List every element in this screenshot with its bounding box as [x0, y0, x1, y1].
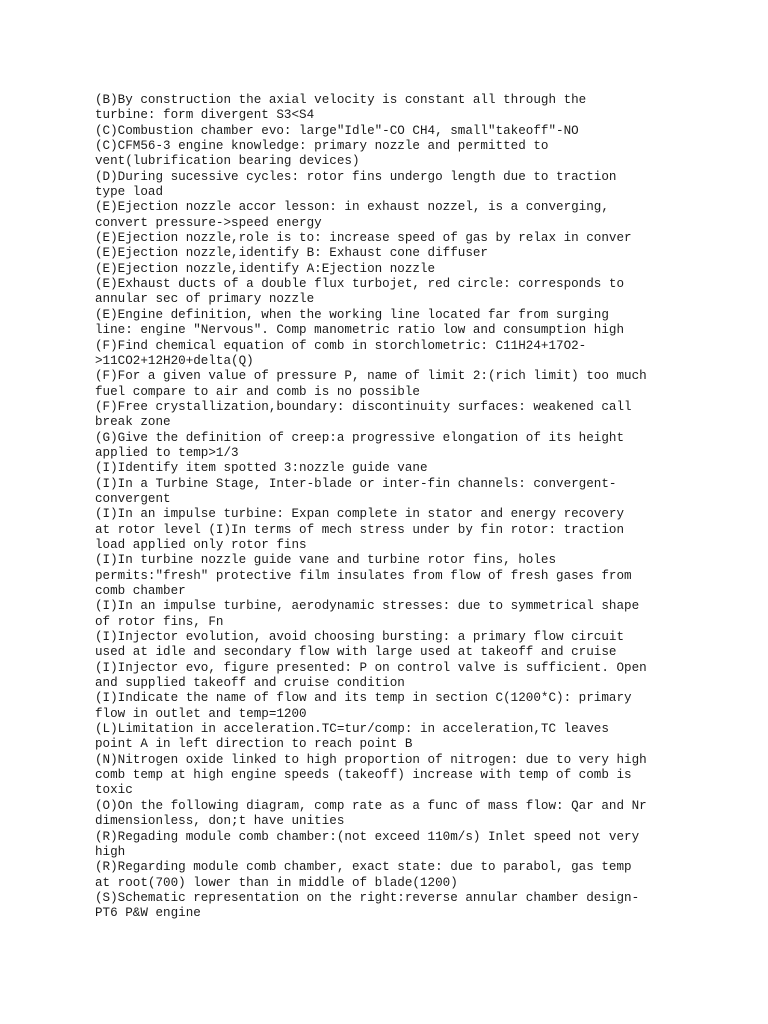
text-line: toxic: [95, 783, 133, 798]
text-line: (O)On the following diagram, comp rate as a func of mass flow: Qar and Nr: [95, 798, 647, 813]
text-line: (L)Limitation in acceleration.TC=tur/comp: in acceleration,TC leaves: [95, 722, 609, 737]
text-line: (I)Injector evolution, avoid choosing bursting: a primary flow circuit: [95, 630, 625, 645]
text-line: (I)Indicate the name of flow and its temp in section C(1200*C): primary: [95, 691, 632, 706]
text-line: (I)Injector evo, figure presented: P on control valve is sufficient. Open: [95, 660, 647, 675]
text-line: (E)Ejection nozzle,identify B: Exhaust cone diffuser: [95, 246, 488, 261]
text-line: (R)Regarding module comb chamber, exact state: due to parabol, gas temp: [95, 860, 632, 875]
text-line: of rotor fins, Fn: [95, 614, 224, 629]
text-line: (E)Engine definition, when the working line located far from surging: [95, 307, 609, 322]
text-line: dimensionless, don;t have unities: [95, 814, 345, 829]
text-line: used at idle and secondary flow with large used at takeoff and cruise: [95, 645, 617, 660]
text-line: permits:"fresh" protective film insulates from flow of fresh gases from: [95, 568, 632, 583]
text-line: point A in left direction to reach point B: [95, 737, 413, 752]
text-line: (C)CFM56-3 engine knowledge: primary nozzle and permitted to: [95, 139, 549, 154]
text-line: PT6 P&W engine: [95, 906, 201, 921]
text-line: (I)In an impulse turbine, aerodynamic stresses: due to symmetrical shape: [95, 599, 640, 614]
text-line: annular sec of primary nozzle: [95, 292, 315, 307]
text-line: turbine: form divergent S3<S4: [95, 108, 315, 123]
text-line: break zone: [95, 415, 171, 430]
text-line: (C)Combustion chamber evo: large"Idle"-CO CH4, small"takeoff"-NO: [95, 123, 579, 138]
text-line: and supplied takeoff and cruise condition: [95, 676, 405, 691]
document-body: [95, 93, 735, 922]
text-line: (I)In an impulse turbine: Expan complete in stator and energy recovery: [95, 507, 625, 522]
text-line: (F)For a given value of pressure P, name of limit 2:(rich limit) too much: [95, 369, 647, 384]
text-line: at rotor level (I)In terms of mech stress under by fin rotor: traction: [95, 522, 625, 537]
text-line: (F)Free crystallization,boundary: discontinuity surfaces: weakened call: [95, 399, 632, 414]
text-line: vent(lubrification bearing devices): [95, 154, 360, 169]
text-line: >11CO2+12H20+delta(Q): [95, 353, 254, 368]
text-line: type load: [95, 185, 164, 200]
text-line: applied to temp>1/3: [95, 445, 239, 460]
text-line: (D)During sucessive cycles: rotor fins undergo length due to traction: [95, 169, 617, 184]
text-line: (E)Ejection nozzle accor lesson: in exhaust nozzel, is a converging,: [95, 200, 609, 215]
text-line: high: [95, 844, 126, 859]
text-line: (I)In turbine nozzle guide vane and turbine rotor fins, holes: [95, 553, 557, 568]
text-line: (E)Exhaust ducts of a double flux turbojet, red circle: corresponds to: [95, 277, 625, 292]
text-line: (E)Ejection nozzle,role is to: increase speed of gas by relax in conver: [95, 231, 632, 246]
text-line: load applied only rotor fins: [95, 537, 307, 552]
text-line: (R)Regading module comb chamber:(not exceed 110m/s) Inlet speed not very: [95, 829, 640, 844]
text-line: fuel compare to air and comb is no possible: [95, 384, 420, 399]
text-line: (I)Identify item spotted 3:nozzle guide vane: [95, 461, 428, 476]
text-line: comb chamber: [95, 584, 186, 598]
text-line: flow in outlet and temp=1200: [95, 706, 307, 721]
text-line: (N)Nitrogen oxide linked to high proportion of nitrogen: due to very high: [95, 752, 647, 767]
text-line: convert pressure->speed energy: [95, 215, 322, 230]
text-line: convergent: [95, 491, 171, 506]
text-line: (F)Find chemical equation of comb in storchlometric: C11H24+17O2-: [95, 338, 587, 353]
text-line: comb temp at high engine speeds (takeoff) increase with temp of comb is: [95, 768, 632, 783]
text-line: (I)In a Turbine Stage, Inter-blade or inter-fin channels: convergent-: [95, 476, 617, 491]
text-line: line: engine "Nervous". Comp manometric ratio low and consumption high: [95, 323, 625, 338]
text-line: (G)Give the definition of creep:a progressive elongation of its height: [95, 430, 625, 445]
text-line: (E)Ejection nozzle,identify A:Ejection nozzle: [95, 261, 436, 276]
text-line: (S)Schematic representation on the right:reverse annular chamber design-: [95, 890, 640, 905]
text-line: (B)By construction the axial velocity is constant all through the: [95, 93, 587, 107]
text-line: at root(700) lower than in middle of blade(1200): [95, 875, 458, 890]
